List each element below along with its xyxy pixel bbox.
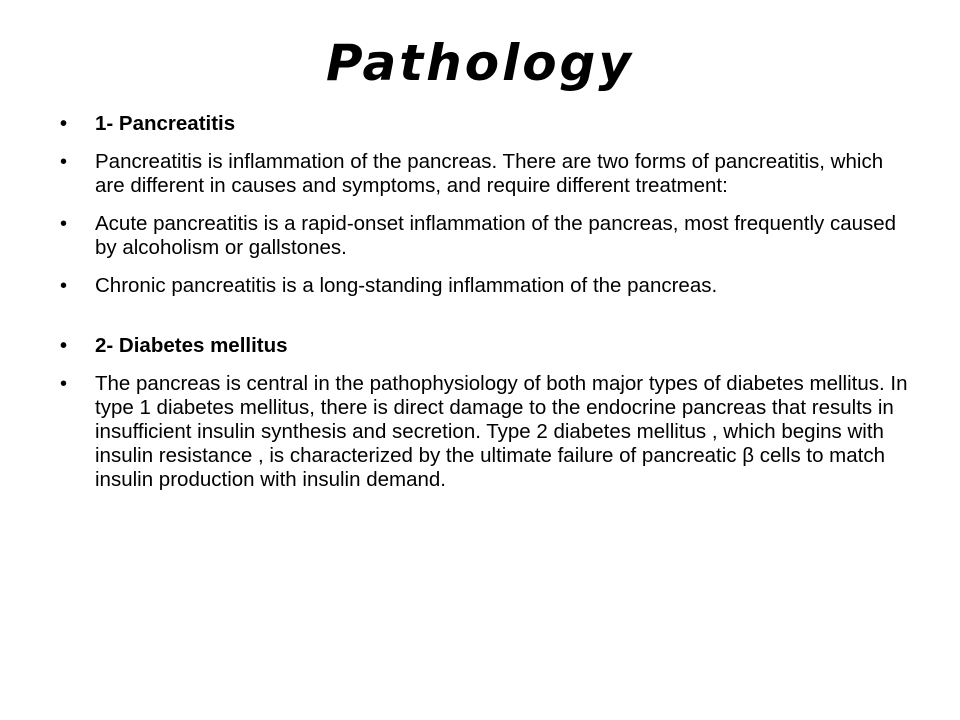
bullet-item-diabetes-heading: • 2- Diabetes mellitus bbox=[60, 334, 918, 358]
bullet-list bbox=[60, 112, 918, 506]
bullet-item-pancreatitis-heading: • 1- Pancreatitis bbox=[60, 112, 918, 136]
bullet-item-diabetes-description: • The pancreas is central in the pathophysiology of both major types of diabetes mellitus. In type 1 diabetes mellitus, there is direct damage to the endocrine pancreas that results in insufficient insulin synthesis and secretion. Type 2 diabetes mellitus , which begins with insulin resistance , is characterized by the ultimate failure of pancreatic β cells to match insulin production with insulin demand. bbox=[60, 372, 918, 492]
bullet-item-chronic-pancreatitis: • Chronic pancreatitis is a long-standing inflammation of the pancreas. bbox=[60, 274, 918, 298]
bullet-item-acute-pancreatitis: • Acute pancreatitis is a rapid-onset inflammation of the pancreas, most frequently caused by alcoholism or gallstones. bbox=[60, 212, 918, 260]
slide-title: Pathology bbox=[326, 34, 634, 92]
bullet-item-pancreatitis-definition: • Pancreatitis is inflammation of the pancreas. There are two forms of pancreatitis, which are different in causes and symptoms, and require different treatment: bbox=[60, 150, 918, 198]
